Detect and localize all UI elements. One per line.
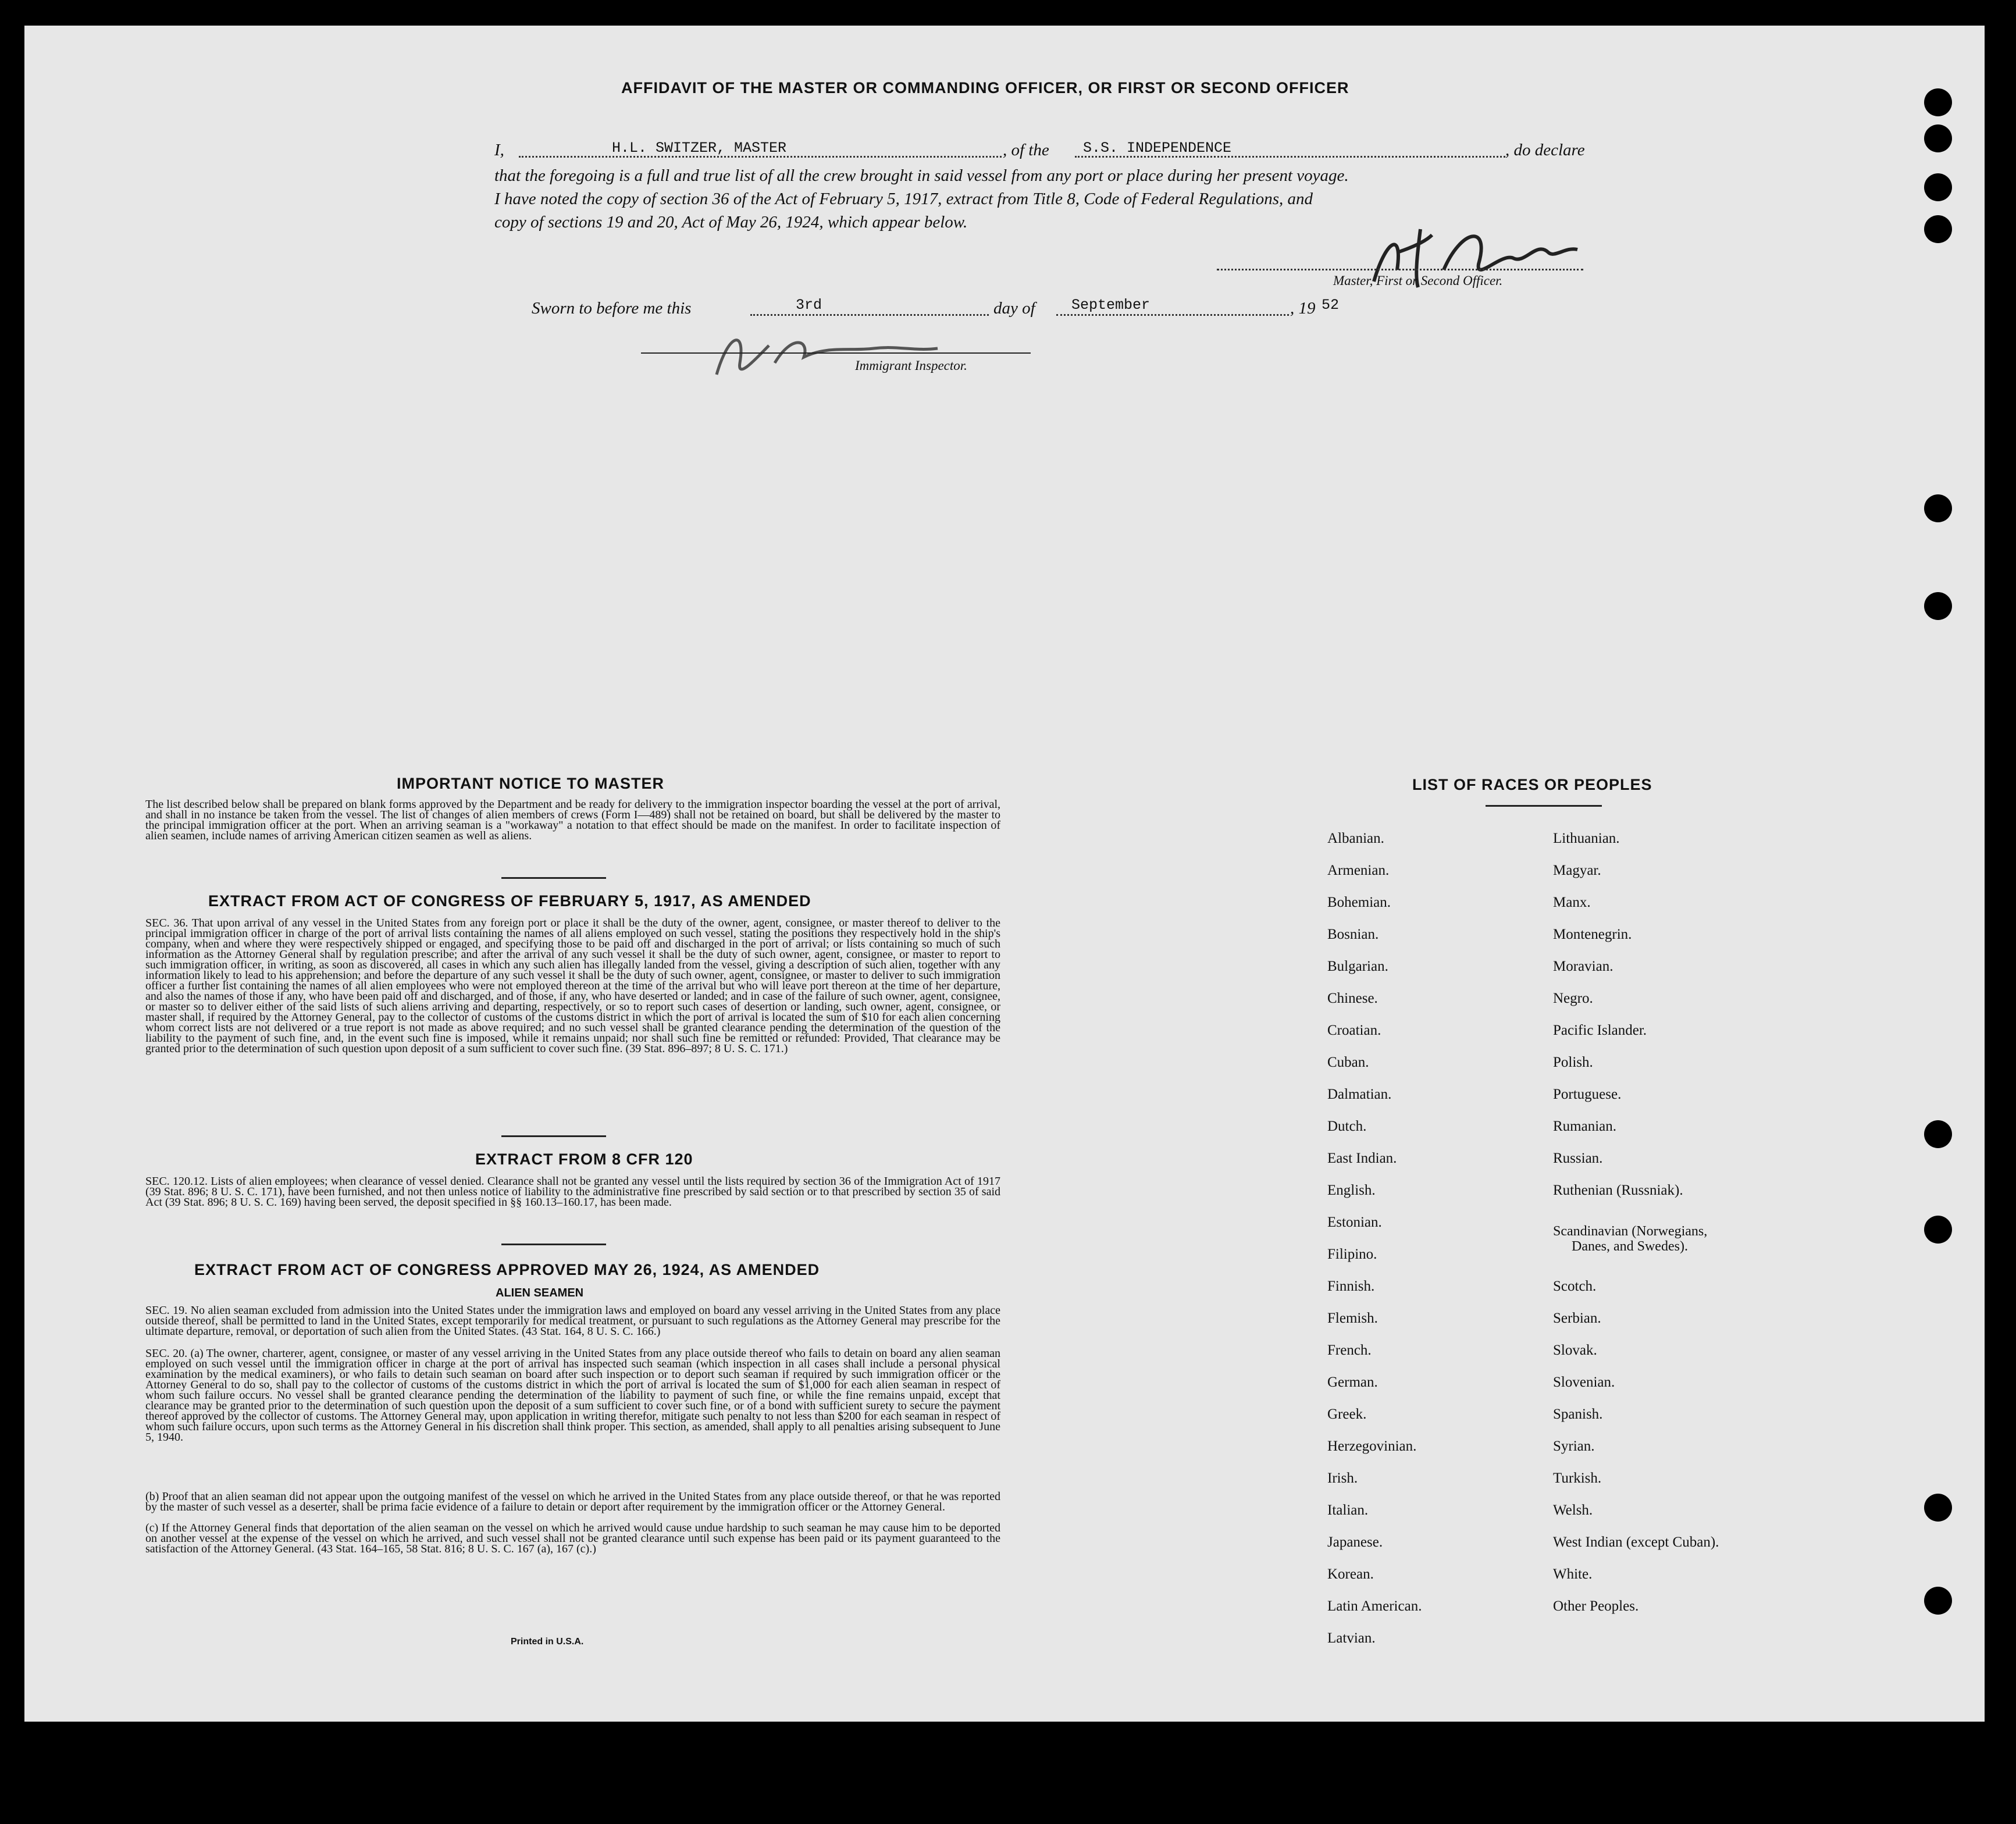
extract-1924-sec20b: (b) Proof that an alien seaman did not appear upon the outgoing manifest of the vessel on which he arrived in the United States from any place outside thereof, or that he was reported by the master of such vessel as a deserter, shall be prima facie evidence of a failure to detain or deport after requirement by the immigration officer or the Attorney General. <box>145 1490 1000 1513</box>
race-right-item: Syrian. <box>1553 1438 1595 1454</box>
race-right-item: Spanish. <box>1553 1406 1603 1422</box>
race-right-item: West Indian (except Cuban). <box>1553 1534 1719 1550</box>
races-title: LIST OF RACES OR PEOPLES <box>1412 776 1652 793</box>
extract-cfr-title: EXTRACT FROM 8 CFR 120 <box>475 1150 693 1168</box>
race-right-item: Scandinavian (Norwegians, <box>1553 1224 1708 1239</box>
race-right-item: Montenegrin. <box>1553 927 1632 942</box>
master-name: H.L. SWITZER, MASTER <box>612 140 787 156</box>
do-declare-label: , do declare <box>1505 141 1585 159</box>
declaration-line-2: that the foregoing is a full and true list of all the crew brought in said vessel from any port or place during her present voyage. <box>494 166 1349 185</box>
race-right-item: Magyar. <box>1553 863 1601 878</box>
race-left-item: East Indian. <box>1327 1150 1397 1166</box>
race-left-item: Estonian. <box>1327 1214 1382 1230</box>
race-left-item: Dutch. <box>1327 1118 1367 1134</box>
race-left-item: Italian. <box>1327 1502 1369 1518</box>
race-left-item: Dalmatian. <box>1327 1086 1392 1102</box>
race-left-item: Albanian. <box>1327 831 1384 846</box>
punch-hole-icon <box>1924 1587 1952 1615</box>
punch-hole-icon <box>1924 494 1952 522</box>
race-right-item: Polish. <box>1553 1054 1593 1070</box>
race-left-item: Filipino. <box>1327 1246 1377 1262</box>
extract-1924-sec19: SEC. 19. No alien seaman excluded from admission into the United States under the immigration laws and employed on board any vessel arriving in the United States from any place outside thereof, shall be permitted to land in the United States, except temporarily for medical treatment, or pursuant to such regulations as the Attorney General may prescribe for the ultimate departure, removal, or deportation of such alien from the United States. (43 Stat. 164, 8 U. S. C. 166.) <box>145 1304 1000 1338</box>
punch-hole-icon <box>1924 88 1952 116</box>
vessel-name: S.S. INDEPENDENCE <box>1083 140 1232 156</box>
punch-hole-icon <box>1924 173 1952 201</box>
punch-hole-icon <box>1924 124 1952 152</box>
extract-cfr-text: SEC. 120.12. Lists of alien employees; when clearance of vessel denied. Clearance shall not be granted any vessel until the lists required by section 36 of the Immigration Act of 1917 (39 Stat. 896; 8 U. S. C. 171), have been furnished, and not then unless notice of liability to the administrative fine prescribed by said section or to that prescribed by section 35 of said Act (39 Stat. 896; 8 U. S. C. 169) having been served, the deposit specified in §§ 160.13–160.17, has been made. <box>145 1175 1000 1209</box>
race-left-item: Bohemian. <box>1327 895 1391 910</box>
races-title-underline <box>1486 805 1602 807</box>
race-left-item: Cuban. <box>1327 1054 1369 1070</box>
race-right-item: Scotch. <box>1553 1278 1597 1294</box>
race-left-item: Japanese. <box>1327 1534 1383 1550</box>
sworn-label: Sworn to before me this <box>532 299 692 318</box>
extract-1924-title: EXTRACT FROM ACT OF CONGRESS APPROVED MAY 26, 1924, AS AMENDED <box>194 1261 820 1278</box>
declarant-label: I, <box>494 141 504 159</box>
race-right-item: Turkish. <box>1553 1470 1602 1486</box>
sworn-month-line <box>1056 314 1289 316</box>
punch-hole-icon <box>1924 592 1952 620</box>
inspector-signature-line <box>641 352 1031 354</box>
race-right-item: Manx. <box>1553 895 1591 910</box>
extract-1917-text: SEC. 36. That upon arrival of any vessel in the United States from any foreign port or place it shall be the duty of the owner, agent, consignee, or master thereof to deliver to the principal immigration officer in charge of the port of arrival lists containing the names of all aliens employed on such vessel, stating the positions they respectively hold in the ship's company, when and where they were respectively shipped or engaged, and specifying those to be paid off and discharged in the port of arrival; or lists containing so much of such information as the Attorney General shall by regulation prescribe; and after the arrival of any such vessel it shall be the duty of such owner, agent, consignee, or master to report to such immigration officer, in writing, as soon as discovered, all cases in which any such alien has illegally landed from the vessel, giving a description of such alien, together with any information likely to lead to his apprehension; and before the departure of any such vessel it shall be the duty of such owner, agent, consignee, or master to deliver to such immigration officer a further list containing the names of all alien employees who were not employed thereon at the time of the arrival but who will leave port thereon at the time of her departure, and also the names of those if any, who have been paid off and discharged, and of those, if any, who have deserted or landed; and in case of the failure of such owner, agent, consignee, or master so to deliver either of the said lists of such aliens arriving and departing, respectively, or so to report such cases of desertion or landing, such owner, agent, consignee, or master shall, if required by the Attorney General, pay to the collector of customs of the customs district in which the port of arrival is located the sum of $10 for each alien concerning whom correct lists are not delivered or a true report is not made as above required; and no such vessel shall be granted clearance pending the determination of the question of the liability to the payment of such fine, and, in the event such fine is imposed, while it remains unpaid; nor shall such fine be remitted or refunded: Provided, That clearance may be granted prior to the determination of such question upon deposit of a sum sufficient to cover such fine. (39 Stat. 896–897; 8 U. S. C. 171.) <box>145 917 1000 1055</box>
race-left-item: Irish. <box>1327 1470 1358 1486</box>
master-signature-line <box>1217 269 1583 270</box>
year-prefix: , 19 <box>1290 299 1316 318</box>
race-left-item: Flemish. <box>1327 1310 1378 1326</box>
race-left-item: Bosnian. <box>1327 927 1379 942</box>
race-right-item: Rumanian. <box>1553 1118 1617 1134</box>
race-right-item: Negro. <box>1553 991 1593 1006</box>
notice-title: IMPORTANT NOTICE TO MASTER <box>397 775 664 792</box>
race-left-item: Croatian. <box>1327 1023 1381 1038</box>
day-of-label: day of <box>993 299 1035 318</box>
race-right-item: Pacific Islander. <box>1553 1023 1647 1038</box>
race-right-item: Lithuanian. <box>1553 831 1620 846</box>
printed-in-usa: Printed in U.S.A. <box>511 1637 584 1647</box>
race-left-item: English. <box>1327 1182 1376 1198</box>
race-left-item: French. <box>1327 1342 1372 1358</box>
race-right-item: Ruthenian (Russniak). <box>1553 1182 1683 1198</box>
race-right-item: Slovenian. <box>1553 1374 1615 1390</box>
extract-1924-subtitle: ALIEN SEAMEN <box>496 1287 584 1299</box>
punch-hole-icon <box>1924 215 1952 243</box>
race-right-item: Danes, and Swedes). <box>1572 1239 1688 1254</box>
punch-hole-icon <box>1924 1120 1952 1148</box>
sworn-day-line <box>750 314 989 316</box>
extract-1917-title: EXTRACT FROM ACT OF CONGRESS OF FEBRUARY 5, 1917, AS AMENDED <box>208 892 811 910</box>
race-right-item: Moravian. <box>1553 959 1613 974</box>
race-right-item: Serbian. <box>1553 1310 1601 1326</box>
race-left-item: Chinese. <box>1327 991 1378 1006</box>
race-right-item: Slovak. <box>1553 1342 1597 1358</box>
sworn-month: September <box>1071 297 1151 314</box>
master-signature-caption: Master, First or Second Officer. <box>1333 273 1503 288</box>
extract-1924-sec20c: (c) If the Attorney General finds that deportation of the alien seaman on the vessel on which he arrived would cause undue hardship to such seaman he may cause him to be deported on another vessel at the expense of the vessel on which he arrived, and such vessel shall not be granted clearance until such expense has been paid or its payment guaranteed to the satisfaction of the Attorney General. (43 Stat. 164–165, 58 Stat. 816; 8 U. S. C. 167 (a), 167 (c).) <box>145 1522 1000 1555</box>
race-left-item: German. <box>1327 1374 1378 1390</box>
document-page <box>24 26 1985 1722</box>
divider-1 <box>501 877 606 879</box>
notice-text: The list described below shall be prepared on blank forms approved by the Department and be ready for delivery to the immigration inspector boarding the vessel at the port of arrival, and shall in no instance be taken from the vessel. The list of changes of alien members of crews (Form I—489) shall not be retained on board, but shall be delivered by the master to the principal immigration officer at the port. When an arriving seaman is a "workaway" a notation to that effect should be made on the manifest. In order to facilitate inspection of alien seamen, include names of arriving American citizen seamen as well as aliens. <box>145 798 1000 842</box>
race-left-item: Bulgarian. <box>1327 959 1388 974</box>
race-left-item: Herzegovinian. <box>1327 1438 1417 1454</box>
race-left-item: Greek. <box>1327 1406 1367 1422</box>
race-left-item: Latvian. <box>1327 1630 1376 1646</box>
of-the-label: , of the <box>1003 141 1049 159</box>
declaration-line-3: I have noted the copy of section 36 of the Act of February 5, 1917, extract from Title 8, Code of Federal Regulations, and <box>494 190 1313 208</box>
race-left-item: Finnish. <box>1327 1278 1375 1294</box>
declaration-line-4: copy of sections 19 and 20, Act of May 26, 1924, which appear below. <box>494 213 968 231</box>
race-right-item: White. <box>1553 1566 1593 1582</box>
punch-hole-icon <box>1924 1216 1952 1244</box>
extract-1924-sec20a: SEC. 20. (a) The owner, charterer, agent, consignee, or master of any vessel arriving in the United States from any place outside thereof who fails to detain on board any alien seaman employed on such vessel until the immigration officer in charge at the port of arrival has inspected such seaman (which inspection in all cases shall include a personal physical examination by the medical examiners), or who fails to detain such seaman on board after such inspection or to deport such seaman if required by such immigration officer or the Attorney General to do so, shall pay to the collector of customs of the customs district in which the port of arrival is located the sum of $1,000 for each alien seaman in respect of whom such failure occurs. No vessel shall be granted clearance pending the determination of the liability to payment of such fine, or while the fine remains unpaid, except that clearance may be granted prior to the determination of such question upon the deposit of a sum sufficient to cover such fine, or of a bond with sufficient surety to secure the payment thereof approved by the collector of customs. The Attorney General may, upon application in writing therefor, mitigate such penalty to not less than $200 for each seaman in respect of whom such failure occurs, upon such terms as the Attorney General in his discretion shall think proper. This section, as amended, shall apply to all penalties arising subsequent to June 5, 1940. <box>145 1347 1000 1444</box>
race-left-item: Latin American. <box>1327 1598 1422 1614</box>
inspector-signature <box>711 322 955 386</box>
sworn-day: 3rd <box>796 297 822 314</box>
race-left-item: Armenian. <box>1327 863 1390 878</box>
race-right-item: Welsh. <box>1553 1502 1593 1518</box>
race-right-item: Russian. <box>1553 1150 1603 1166</box>
divider-2 <box>501 1135 606 1137</box>
sworn-year: 52 <box>1322 297 1340 314</box>
affidavit-title: AFFIDAVIT OF THE MASTER OR COMMANDING OFFICER, OR FIRST OR SECOND OFFICER <box>621 79 1349 97</box>
race-right-item: Other Peoples. <box>1553 1598 1639 1614</box>
punch-hole-icon <box>1924 1494 1952 1522</box>
inspector-caption: Immigrant Inspector. <box>855 358 967 373</box>
race-right-item: Portuguese. <box>1553 1086 1622 1102</box>
race-left-item: Korean. <box>1327 1566 1374 1582</box>
divider-3 <box>501 1244 606 1245</box>
